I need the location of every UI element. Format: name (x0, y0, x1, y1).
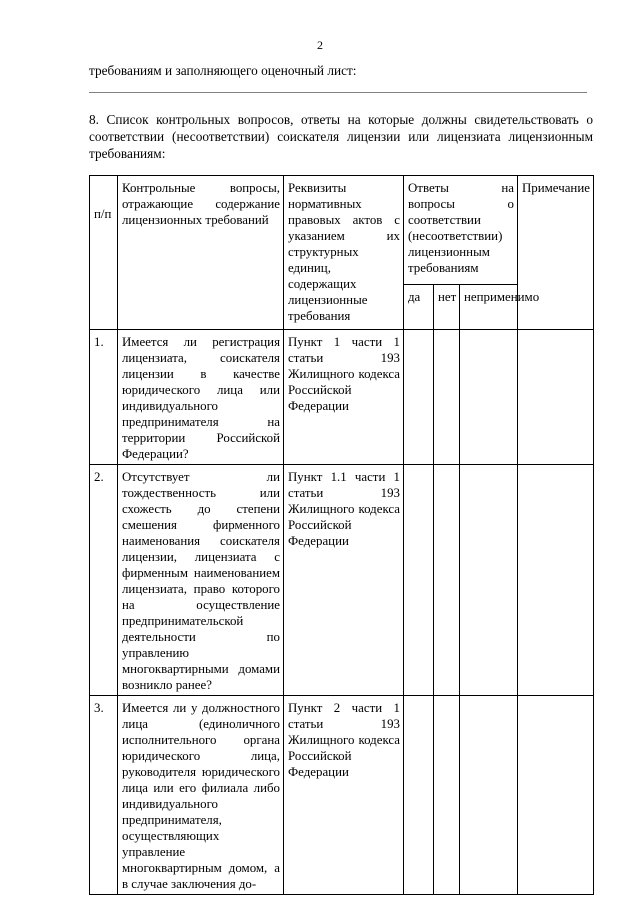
header-answers: Ответы на вопросы о соответствии (несоответствии) лицензионным требованиям (404, 176, 518, 285)
section-8-text: 8. Список контрольных вопросов, ответы на которые должны свидетельствовать о соответствии (несоответствии) соискателя лицензии или лицензиата лицензионным требованиям: (89, 112, 593, 161)
header-number (90, 176, 118, 330)
answer-na-cell[interactable] (460, 330, 518, 465)
note-cell[interactable] (518, 465, 594, 696)
answer-na-cell[interactable] (460, 465, 518, 696)
row-number: 2. (90, 465, 118, 696)
table-row (90, 330, 594, 465)
table-row (90, 465, 594, 696)
row-requisites: Пункт 2 части 1 статьи 193 Жилищного кодекса Российской Федерации (284, 696, 404, 895)
row-question: Имеется ли регистрация лицензиата, соискателя лицензии в качестве юридического лица или индивидуального предпринимателя на территории Российской Федерации? (118, 330, 284, 465)
answer-yes-cell[interactable] (404, 465, 434, 696)
answer-yes-cell[interactable] (404, 330, 434, 465)
checklist-table (89, 175, 594, 895)
header-not-applicable: неприменимо (460, 285, 518, 330)
row-number: 1. (90, 330, 118, 465)
row-question: Имеется ли у должностного лица (единоличного исполнительного органа юридического лица, руководителя юридического лица или его филиала либо индивидуального предпринимателя, осуществляющих управление многоквартирным домом, а в случае заключения до- (118, 696, 284, 895)
separator-line (89, 92, 587, 93)
header-question: Контрольные вопросы, отражающие содержание лицензионных требований (118, 176, 284, 330)
header-yes: да (404, 285, 434, 330)
header-no: нет (434, 285, 460, 330)
intro-line: требованиям и заполняющего оценочный лист: (89, 63, 357, 78)
header-requisites: Реквизиты нормативных правовых актов с указанием их структурных единиц, содержащих лицензионные требования (284, 176, 404, 330)
note-cell[interactable] (518, 330, 594, 465)
table-row (90, 696, 594, 895)
answer-yes-cell[interactable] (404, 696, 434, 895)
page-number: 2 (317, 38, 323, 52)
header-note: Примечание (518, 176, 594, 330)
note-cell[interactable] (518, 696, 594, 895)
row-question: Отсутствует ли тождественность или схожесть до степени смешения фирменного наименования соискателя лицензии, лицензиата с фирменным наименованием лицензиата, право которого на осуществление предпринимательской деятельности по управлению многоквартирными домами возникло ранее? (118, 465, 284, 696)
table-header-row (90, 176, 594, 285)
answer-no-cell[interactable] (434, 696, 460, 895)
row-number: 3. (90, 696, 118, 895)
row-requisites: Пункт 1 части 1 статьи 193 Жилищного кодекса Российской Федерации (284, 330, 404, 465)
answer-no-cell[interactable] (434, 465, 460, 696)
row-requisites: Пункт 1.1 части 1 статьи 193 Жилищного кодекса Российской Федерации (284, 465, 404, 696)
header-number-label: п/п (94, 207, 112, 221)
answer-no-cell[interactable] (434, 330, 460, 465)
answer-na-cell[interactable] (460, 696, 518, 895)
